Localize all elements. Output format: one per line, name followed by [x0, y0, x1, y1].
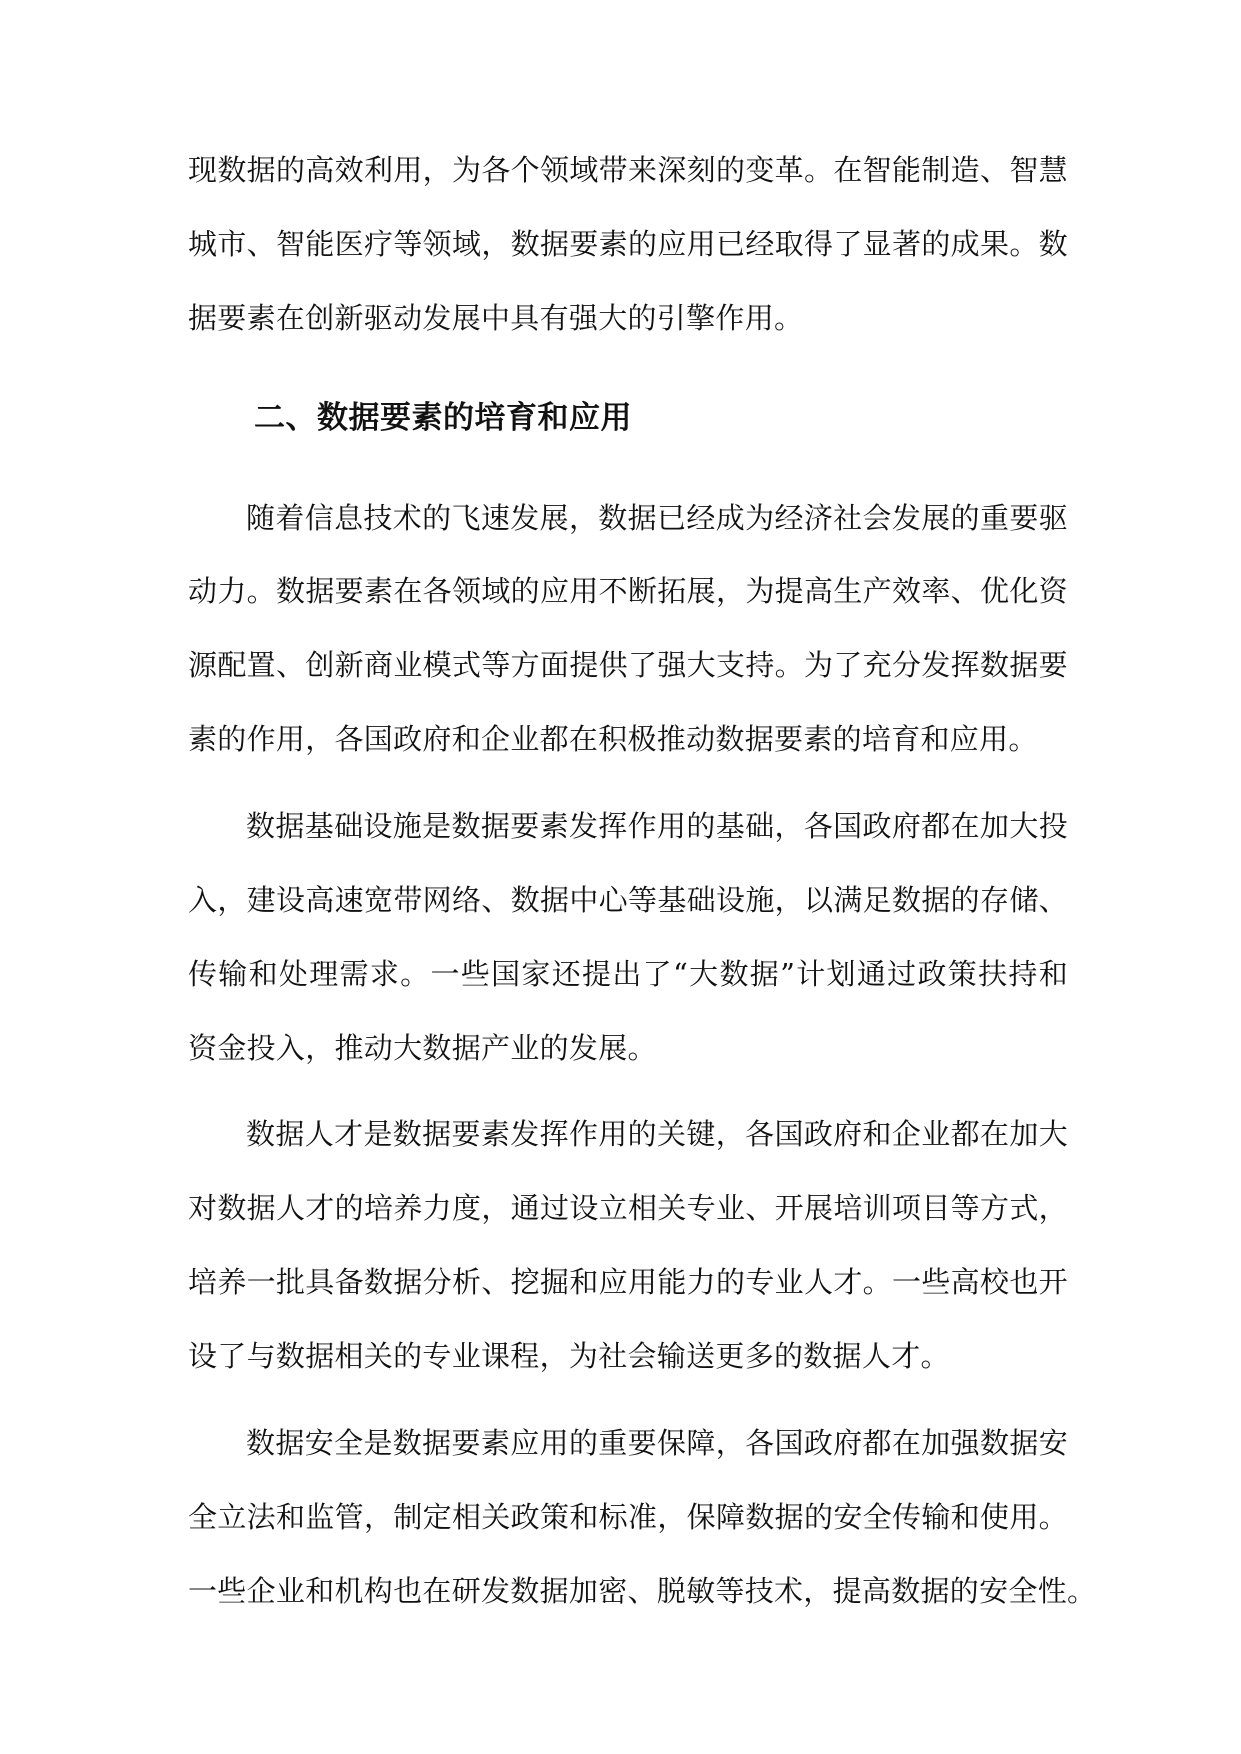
text-line: 全立法和监管，制定相关政策和标准，保障数据的安全传输和使用。 [188, 1500, 1068, 1534]
text-line: 现数据的高效利用，为各个领域带来深刻的变革。在智能制造、智慧 [188, 153, 1068, 187]
text-line: 资金投入，推动大数据产业的发展。 [188, 1031, 657, 1065]
text-line: 城市、智能医疗等领域，数据要素的应用已经取得了显著的成果。数 [188, 227, 1068, 261]
section-heading: 二、数据要素的培育和应用 [254, 400, 632, 436]
text-line: 素的作用，各国政府和企业都在积极推动数据要素的培育和应用。 [188, 722, 1038, 756]
text-line: 据要素在创新驱动发展中具有强大的引擎作用。 [188, 301, 804, 335]
text-line: 数据安全是数据要素应用的重要保障，各国政府都在加强数据安 [246, 1426, 1068, 1460]
text-line: 随着信息技术的飞速发展，数据已经成为经济社会发展的重要驱 [246, 501, 1068, 535]
text-line: 动力。数据要素在各领域的应用不断拓展，为提高生产效率、优化资 [188, 574, 1068, 608]
text-line: 数据人才是数据要素发挥作用的关键，各国政府和企业都在加大 [246, 1117, 1068, 1151]
text-line: 源配置、创新商业模式等方面提供了强大支持。为了充分发挥数据要 [188, 648, 1068, 682]
text-line: 入，建设高速宽带网络、数据中心等基础设施，以满足数据的存储、 [188, 883, 1068, 917]
text-line: 一些企业和机构也在研发数据加密、脱敏等技术，提高数据的安全性。 [188, 1574, 1097, 1608]
text-line: 培养一批具备数据分析、挖掘和应用能力的专业人才。一些高校也开 [188, 1265, 1068, 1299]
text-line: 传输和处理需求。一些国家还提出了“大数据”计划通过政策扶持和 [188, 957, 1068, 991]
text-line: 数据基础设施是数据要素发挥作用的基础，各国政府都在加大投 [246, 809, 1068, 843]
text-line: 对数据人才的培养力度，通过设立相关专业、开展培训项目等方式， [188, 1191, 1068, 1225]
text-line: 设了与数据相关的专业课程，为社会输送更多的数据人才。 [188, 1339, 950, 1373]
